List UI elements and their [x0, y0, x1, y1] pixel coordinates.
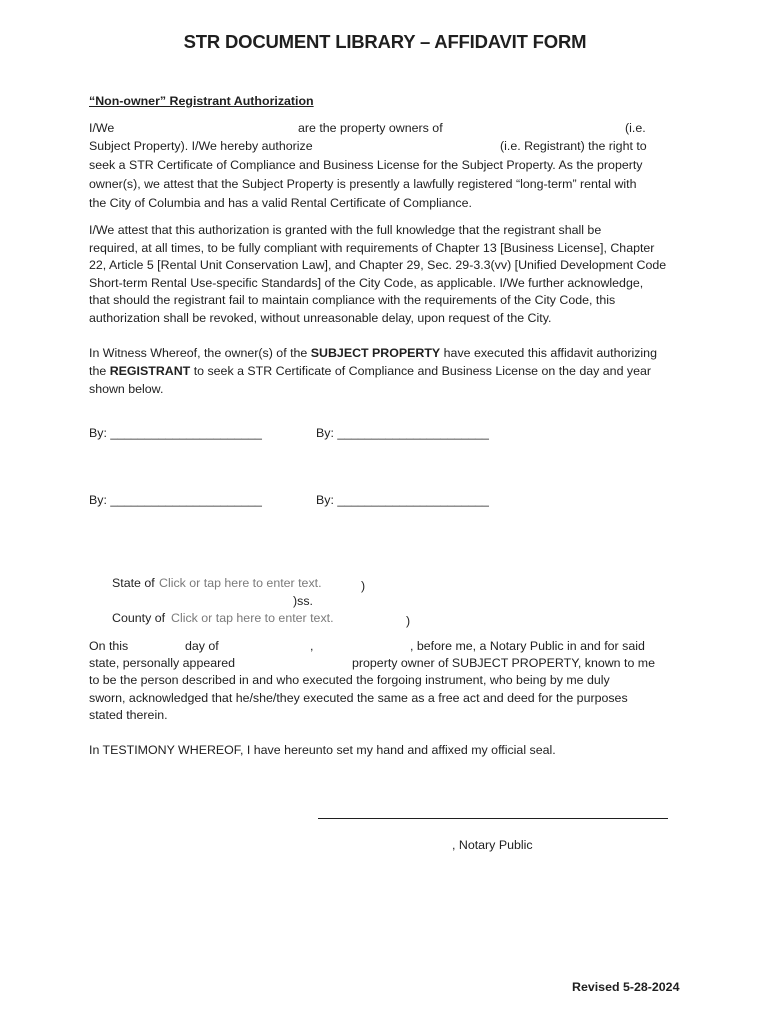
section-subheading: “Non-owner” Registrant Authorization [89, 94, 314, 108]
ss-mark: )ss. [293, 594, 313, 608]
notary-line1-day-of: day of [185, 639, 219, 653]
witness-text: to seek a STR Certificate of Compliance and Business License on the day and year [193, 364, 652, 378]
notary-line5: stated therein. [89, 708, 168, 722]
signature-by-line[interactable]: By: ______________________ [89, 426, 262, 440]
para2-line: 22, Article 5 [Rental Unit Conservation Law], and Chapter 29, Sec. 29-3.3(vv) [Unified Development Code [89, 258, 667, 273]
attestation-paragraph [89, 222, 689, 328]
para1-line2-end: (i.e. Registrant) the right to [500, 139, 647, 153]
notary-public-label: , Notary Public [452, 838, 533, 852]
para1-line2-start: Subject Property). I/We hereby authorize [89, 139, 313, 153]
witness-line3: shown below. [89, 382, 164, 396]
notary-line4: sworn, acknowledged that he/she/they executed the same as a free act and deed for the purposes [89, 691, 628, 705]
witness-text: In Witness Whereof, the owner(s) of the [89, 346, 308, 360]
state-input-placeholder[interactable]: Click or tap here to enter text. [159, 576, 322, 590]
county-input-placeholder[interactable]: Click or tap here to enter text. [171, 611, 334, 625]
county-paren: ) [406, 614, 411, 628]
notary-line1-comma: , [310, 639, 314, 653]
subject-property-bold: SUBJECT PROPERTY [310, 346, 441, 360]
para2-line: required, at all times, to be fully compliant with requirements of Chapter 13 [Business License], Chapter [89, 240, 655, 255]
document-title: STR DOCUMENT LIBRARY – AFFIDAVIT FORM [183, 31, 587, 52]
para1-line4: owner(s), we attest that the Subject Property is presently a lawfully registered “long-term” rental with [89, 177, 637, 191]
state-of-label: State of [112, 576, 155, 590]
signature-by-line[interactable]: By: ______________________ [89, 493, 262, 507]
notary-line2-start: state, personally appeared [89, 656, 236, 670]
notary-signature-line[interactable] [318, 818, 668, 819]
witness-line2 [89, 362, 651, 380]
notary-line3: to be the person described in and who executed the forgoing instrument, who being by me duly [89, 673, 610, 687]
para1-line5: the City of Columbia and has a valid Rental Certificate of Compliance. [89, 196, 472, 210]
revision-date: Revised 5-28-2024 [572, 980, 680, 994]
witness-text: have executed this affidavit authorizing [443, 346, 657, 360]
registrant-bold: REGISTRANT [109, 364, 191, 378]
para2-line: I/We attest that this authorization is granted with the full knowledge that the registrant shall be [89, 223, 602, 237]
notary-line1-end: , before me, a Notary Public in and for said [410, 639, 645, 653]
para2-line: Short-term Rental Use-specific Standards] of the City Code, as applicable. I/We further acknowledge, [89, 275, 644, 290]
notary-line2-end: property owner of SUBJECT PROPERTY, known to me [352, 656, 656, 670]
para2-line: that should the registrant fail to maintain compliance with the requirements of the City Code, this [89, 293, 616, 308]
testimony-statement: In TESTIMONY WHEREOF, I have hereunto set my hand and affixed my official seal. [89, 743, 556, 757]
para1-line1-middle: are the property owners of [298, 121, 443, 135]
para1-line1-start: I/We [89, 121, 115, 135]
witness-text: the [89, 364, 107, 378]
county-of-label: County of [112, 611, 166, 625]
notary-line1-on-this: On this [89, 639, 129, 653]
para2-line: authorization shall be revoked, without unreasonable delay, upon request of the City. [89, 310, 552, 325]
witness-line1 [89, 344, 657, 362]
signature-by-line[interactable]: By: ______________________ [316, 493, 489, 507]
para1-line1-end: (i.e. [625, 121, 646, 135]
para1-line3: seek a STR Certificate of Compliance and Business License for the Subject Property. As the property [89, 158, 643, 172]
state-paren: ) [361, 579, 366, 593]
signature-by-line[interactable]: By: ______________________ [316, 426, 489, 440]
